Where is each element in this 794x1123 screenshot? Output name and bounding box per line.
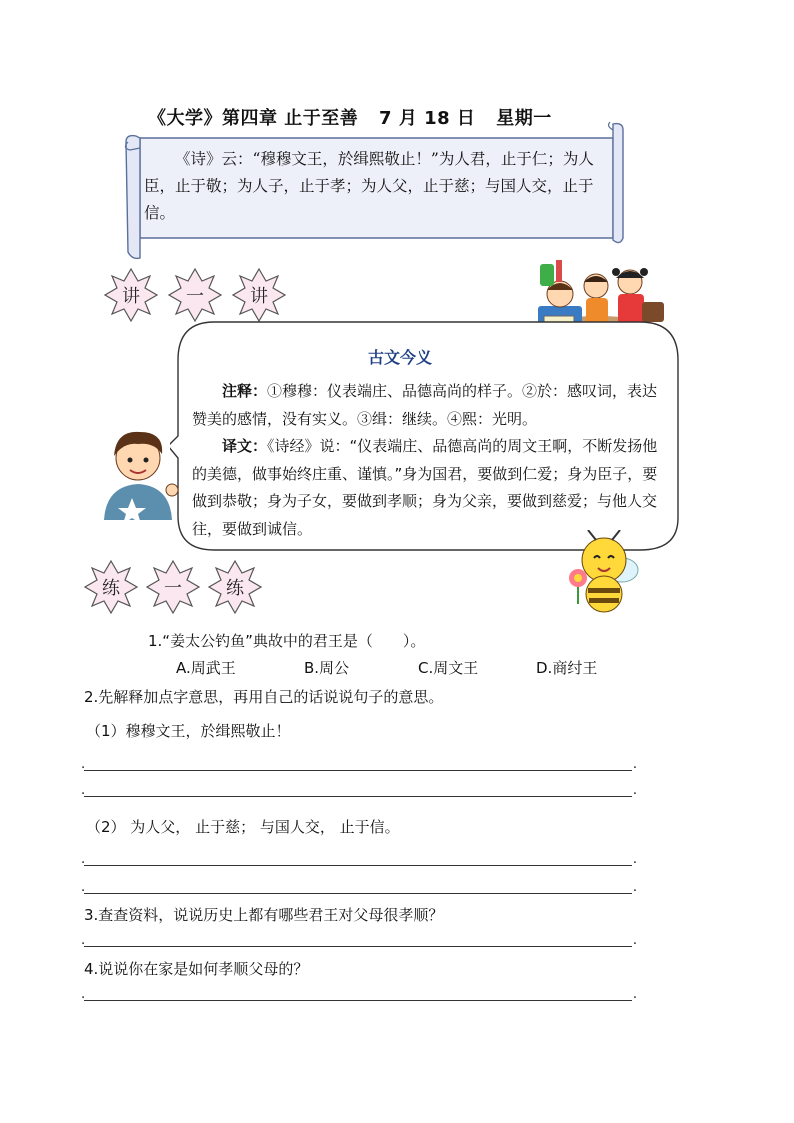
question-2-sub-2: （2） 为人父， 止于慈； 与国人交， 止于信。 xyxy=(86,818,400,836)
chapter-title: 《大学》第四章 止于至善 xyxy=(148,108,359,129)
question-2-sub-1: （1）穆穆文王，於缉熙敬止！ xyxy=(86,722,291,740)
q1-option-c[interactable]: C.周文王 xyxy=(418,659,479,677)
translation-label: 译文： xyxy=(222,437,268,455)
weekday: 星期一 xyxy=(496,108,552,129)
question-2: 2.先解释加点字意思，再用自己的话说说句子的意思。 xyxy=(84,688,444,706)
explanation-body xyxy=(192,378,670,543)
answer-line[interactable] xyxy=(84,893,632,894)
question-3: 3.查查资料，说说历史上都有哪些君王对父母很孝顺？ xyxy=(84,906,444,924)
q1-option-b[interactable]: B.周公 xyxy=(304,659,350,677)
q1-option-a[interactable]: A.周武王 xyxy=(176,659,236,677)
answer-line[interactable] xyxy=(84,946,632,947)
answer-line[interactable] xyxy=(84,865,632,866)
quote-text: 《诗》云：“穆穆文王，於缉熙敬止！”为人君，止于仁；为人臣，止于敬；为人子，止于孝；为人父，止于慈；与国人交，止于信。 xyxy=(144,150,594,222)
answer-line[interactable] xyxy=(84,770,632,771)
answer-line[interactable] xyxy=(84,796,632,797)
question-4: 4.说说你在家是如何孝顺父母的？ xyxy=(84,960,309,978)
answer-line[interactable] xyxy=(84,1000,632,1001)
explanation-title: 古文今义 xyxy=(367,348,432,367)
question-1: 1.“姜太公钓鱼”典故中的君王是（ ）。 xyxy=(148,632,426,650)
bee-illustration xyxy=(564,530,646,618)
section-star-lian-2: 练 xyxy=(208,560,262,614)
section-star-yi-2: 一 xyxy=(146,560,200,614)
boy-teacher-illustration xyxy=(96,424,180,520)
section-star-yi-1: 一 xyxy=(168,268,222,322)
date: 7 月 18 日 xyxy=(379,108,476,129)
section-star-lian-1: 练 xyxy=(84,560,138,614)
notes-text: ①穆穆：仪表端庄、品德高尚的样子。②於：感叹词，表达赞美的感情，没有实义。③缉：继续。④熙：光明。 xyxy=(192,382,658,428)
q1-option-d[interactable]: D.商纣王 xyxy=(536,659,598,677)
section-star-jiang-2: 讲 xyxy=(232,268,286,322)
notes-label: 注释： xyxy=(222,382,268,400)
translation-text: 《诗经》说：“仪表端庄、品德高尚的周文王啊，不断发扬他的美德，做事始终庄重、谨慎。”身为国君，要做到仁爱；身为臣子，要做到恭敬；身为子女，要做到孝顺；身为父亲，要做到慈爱；与他人交往，要做到诚信。 xyxy=(192,437,658,538)
section-star-jiang-1: 讲 xyxy=(104,268,158,322)
